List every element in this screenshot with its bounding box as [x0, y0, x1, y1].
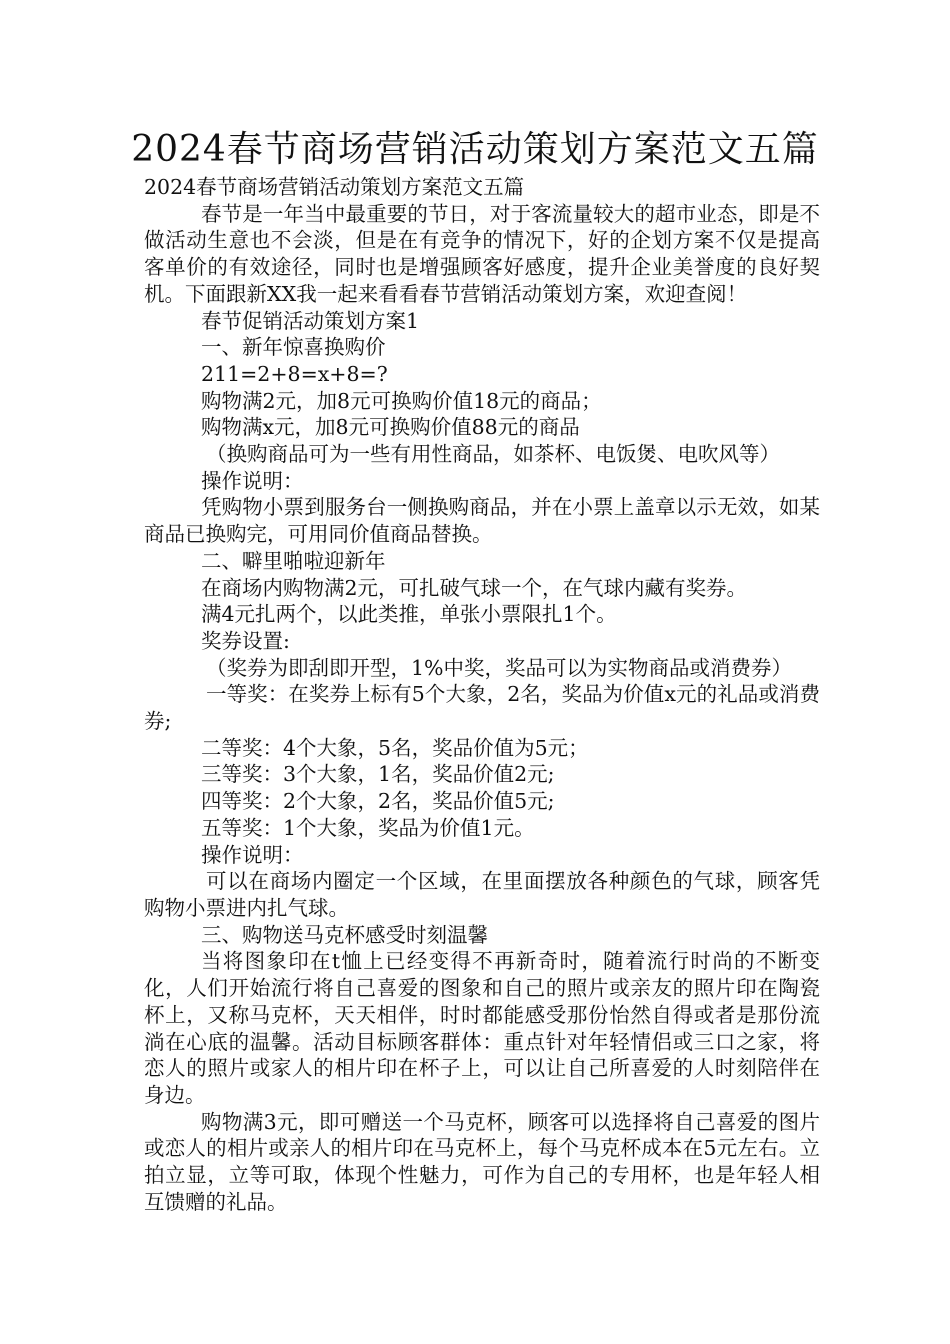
section-heading: 一、新年惊喜换购价 — [201, 335, 386, 360]
body-paragraph: 在商场内购物满2元，可扎破气球一个，在气球内藏有奖券。 — [201, 575, 748, 600]
body-paragraph: 当将图象印在t恤上已经变得不再新奇时，随着流行时尚的不断变化，人们开始流行将自己喜爱的图象和自己的照片或亲友的照片印在陶瓷杯上，又称马克杯，天天相伴，时时都能感受那份怡然自得或者是那份流淌在心底的温馨。活动目标顾客群体：重点针对年轻情侣或三口之家，将恋人的照片或家人的相片印在杯子上，可以让自己所喜爱的人时刻陪伴在身边。 — [144, 949, 820, 1107]
section-heading: 春节促销活动策划方案1 — [201, 308, 420, 333]
body-paragraph: 操作说明： — [201, 468, 304, 493]
section-heading: 三、购物送马克杯感受时刻温馨 — [201, 922, 488, 947]
section-heading: 二、噼里啪啦迎新年 — [201, 548, 386, 573]
body-paragraph: 凭购物小票到服务台一侧换购商品，并在小票上盖章以示无效，如某商品已换购完，可用同价值商品替换。 — [144, 495, 820, 547]
prize-item: 四等奖：2个大象，2名，奖品价值5元; — [201, 789, 555, 814]
body-paragraph: 购物满2元，加8元可换购价值18元的商品； — [201, 388, 602, 413]
subtitle-paragraph: 2024春节商场营销活动策划方案范文五篇 — [144, 175, 525, 199]
body-paragraph: 操作说明： — [201, 842, 304, 867]
prize-item: 五等奖：1个大象，奖品为价值1元。 — [201, 815, 535, 840]
prize-item: 二等奖：4个大象，5名，奖品价值为5元； — [201, 735, 589, 760]
intro-paragraph: 春节是一年当中最重要的节日，对于客流量较大的超市业态，即是不做活动生意也不会淡，但是在有竞争的情况下，好的企划方案不仅是提高客单价的有效途径，同时也是增强顾客好感度，提升企业美誉度的良好契机。下面跟新XX我一起来看看春节营销活动策划方案，欢迎查阅！ — [144, 201, 820, 306]
document-body — [144, 174, 820, 1215]
prize-item: 一等奖：在奖券上标有5个大象，2名，奖品为价值x元的礼品或消费券; — [144, 682, 820, 734]
document-title: 2024春节商场营销活动策划方案范文五篇 — [131, 129, 819, 170]
body-paragraph: 购物满3元，即可赠送一个马克杯，顾客可以选择将自己喜爱的图片或恋人的相片或亲人的相片印在马克杯上，每个马克杯成本在5元左右。立拍立显，立等可取，体现个性魅力，可作为自己的专用杯，也是年轻人相互馈赠的礼品。 — [144, 1109, 820, 1214]
body-paragraph: 可以在商场内圈定一个区域，在里面摆放各种颜色的气球，顾客凭购物小票进内扎气球。 — [144, 869, 820, 920]
body-paragraph: 211=2+8=x+8=? — [201, 361, 388, 386]
body-paragraph: 奖券设置: — [201, 628, 290, 653]
prize-item: 三等奖：3个大象，1名，奖品价值2元; — [201, 762, 555, 787]
body-paragraph: （换购商品可为一些有用性商品，如茶杯、电饭煲、电吹风等） — [206, 442, 780, 467]
body-paragraph: 购物满x元，加8元可换购价值88元的商品 — [201, 415, 580, 440]
body-paragraph: （奖券为即刮即开型，1%中奖，奖品可以为实物商品或消费券） — [206, 655, 793, 680]
body-paragraph: 满4元扎两个，以此类推，单张小票限扎1个。 — [201, 602, 617, 627]
